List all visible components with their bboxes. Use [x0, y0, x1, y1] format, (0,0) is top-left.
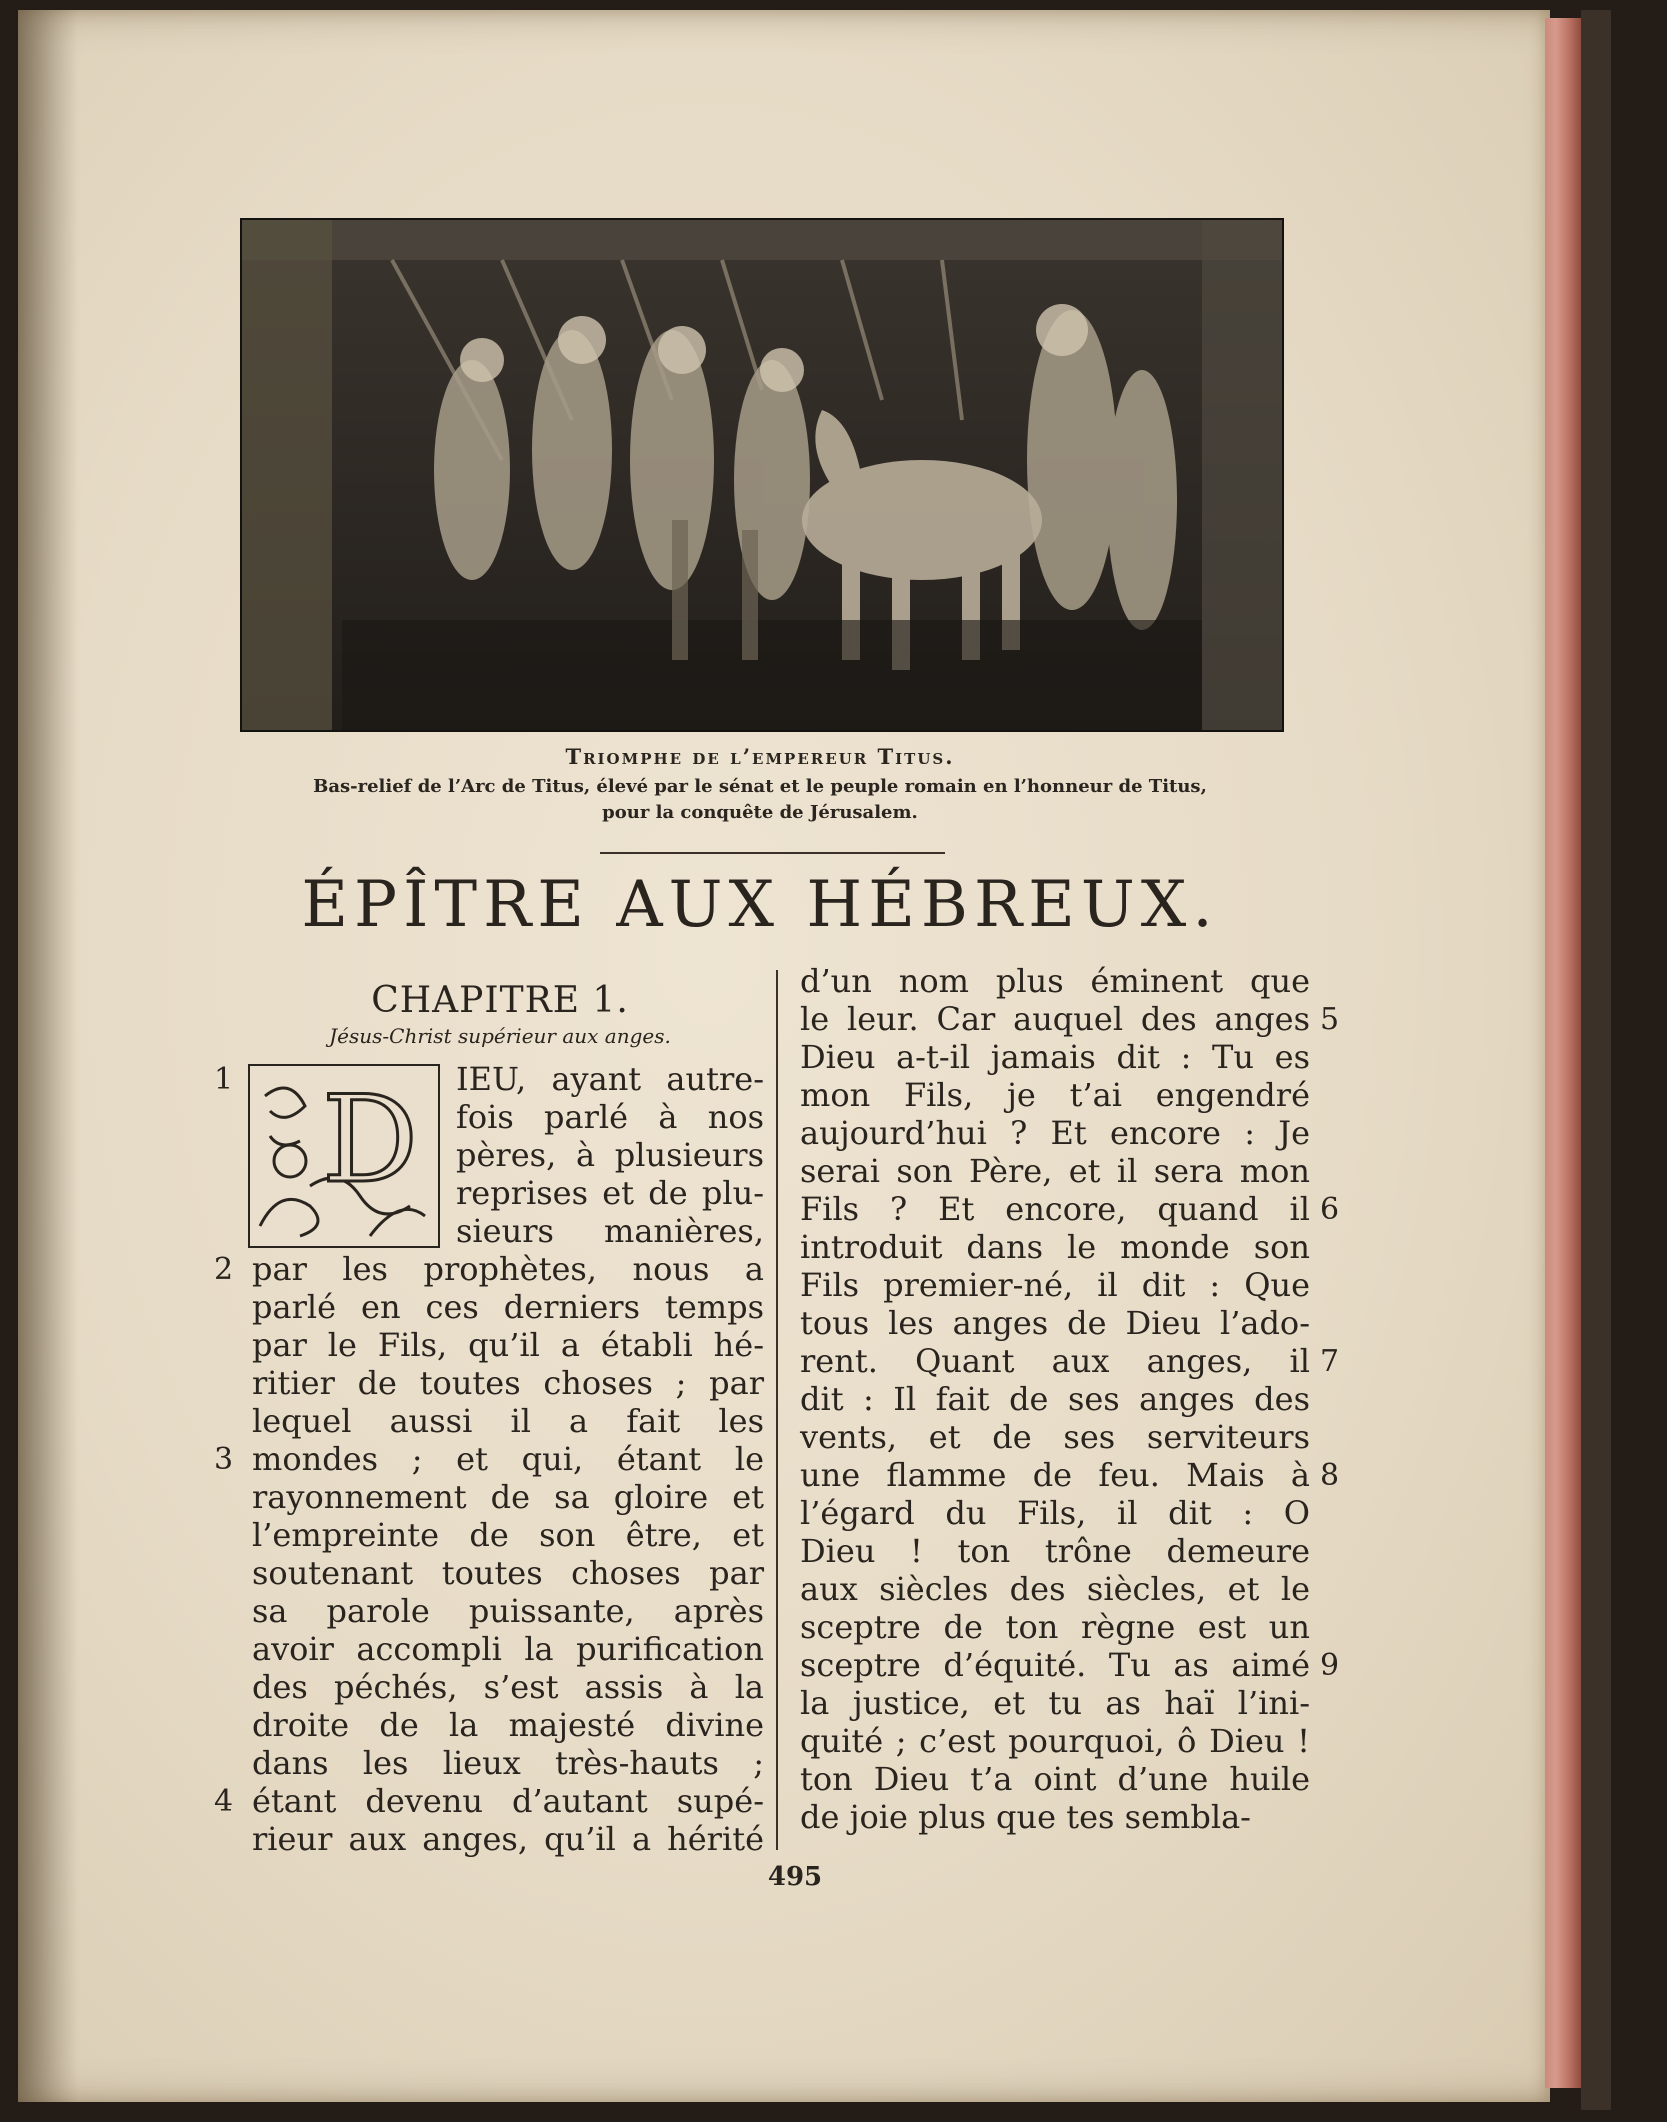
text-line: fois parlé à nos [456, 1098, 764, 1136]
text-line: Fils ? Et encore, quand il [800, 1190, 1310, 1228]
text-line: sceptre de ton règne est un [800, 1608, 1310, 1646]
text-line: sceptre d’équité. Tu as aimé [800, 1646, 1310, 1684]
text-line: Dieu ! ton trône demeure [800, 1532, 1310, 1570]
verse-number: 4 [214, 1784, 234, 1819]
text-line: sa parole puissante, après [252, 1592, 764, 1630]
page-edges [1545, 18, 1581, 2088]
column-divider [776, 970, 778, 1850]
text-line: aux siècles des siècles, et le [800, 1570, 1310, 1608]
text-line: la justice, et tu as haï l’ini- [800, 1684, 1310, 1722]
text-line: ton Dieu t’a oint d’une huile [800, 1760, 1310, 1798]
text-line: l’égard du Fils, il dit : O [800, 1494, 1310, 1532]
text-line: de joie plus que tes sembla- [800, 1798, 1251, 1836]
title-rule [600, 852, 945, 854]
text-line: introduit dans le monde son [800, 1228, 1310, 1266]
text-line: rieur aux anges, qu’il a hérité [252, 1820, 764, 1858]
text-line: tous les anges de Dieu l’ado- [800, 1304, 1310, 1342]
text-line: pères, à plusieurs [456, 1136, 764, 1174]
text-line: reprises et de plu- [456, 1174, 764, 1212]
text-line: vents, et de ses serviteurs [800, 1418, 1310, 1456]
text-line: serai son Père, et il sera mon [800, 1152, 1310, 1190]
text-line: par les prophètes, nous a [252, 1250, 764, 1288]
text-line: parlé en ces derniers temps [252, 1288, 764, 1326]
text-line: des péchés, s’est assis à la [252, 1668, 764, 1706]
chapter-title: CHAPITRE 1. [371, 980, 629, 1021]
text-line: quité ; c’est pourquoi, ô Dieu ! [800, 1722, 1310, 1760]
text-line: mon Fils, je t’ai engendré [800, 1076, 1310, 1114]
text-line: par le Fils, qu’il a établi hé- [252, 1326, 764, 1364]
caption-title: Triomphe de l’empereur Titus. [565, 744, 955, 769]
text-line: droite de la majesté divine [252, 1706, 764, 1744]
drop-cap-letter: D [321, 1071, 419, 1210]
text-line: le leur. Car auquel des anges [800, 1000, 1310, 1038]
text-line: IEU, ayant autre- [456, 1060, 764, 1098]
ornamental-drop-cap [248, 1064, 440, 1248]
text-line: soutenant toutes choses par [252, 1554, 764, 1592]
text-line: dans les lieux très-hauts ; [252, 1744, 764, 1782]
text-line: rayonnement de sa gloire et [252, 1478, 764, 1516]
text-line: mondes ; et qui, étant le [252, 1440, 764, 1478]
text-line: étant devenu d’autant supé- [252, 1782, 764, 1820]
text-line: avoir accompli la purification [252, 1630, 764, 1668]
text-line: d’un nom plus éminent que [800, 962, 1310, 1000]
verse-number: 2 [214, 1252, 234, 1287]
book-cover-edge [1581, 10, 1611, 2110]
text-line: une flamme de feu. Mais à [800, 1456, 1310, 1494]
verse-number: 3 [214, 1442, 234, 1477]
text-line: Dieu a-t-il jamais dit : Tu es [800, 1038, 1310, 1076]
verse-number: 5 [1320, 1002, 1340, 1037]
verse-number: 6 [1320, 1192, 1340, 1227]
page-number: 495 [767, 1862, 823, 1892]
gutter-shadow [18, 10, 78, 2102]
text-line: sieurs manières, [456, 1212, 764, 1250]
caption-line-2: pour la conquête de Jérusalem. [602, 802, 918, 823]
text-line: rent. Quant aux anges, il [800, 1342, 1310, 1380]
text-line: dit : Il fait de ses anges des [800, 1380, 1310, 1418]
verse-number: 7 [1320, 1344, 1340, 1379]
verse-number: 8 [1320, 1458, 1340, 1493]
bas-relief-illustration [240, 218, 1284, 732]
chapter-subtitle: Jésus-Christ supérieur aux anges. [329, 1024, 671, 1048]
text-line: ritier de toutes choses ; par [252, 1364, 764, 1402]
text-line: Fils premier-né, il dit : Que [800, 1266, 1310, 1304]
caption-line-1: Bas-relief de l’Arc de Titus, élevé par le sénat et le peuple romain en l’honneur de Titus, [313, 776, 1207, 797]
book-title: ÉPÎTRE AUX HÉBREUX. [301, 868, 1219, 942]
text-line: lequel aussi il a fait les [252, 1402, 764, 1440]
verse-number: 9 [1320, 1648, 1340, 1683]
text-line: aujourd’hui ? Et encore : Je [800, 1114, 1310, 1152]
text-line: l’empreinte de son être, et [252, 1516, 764, 1554]
verse-number: 1 [214, 1062, 234, 1097]
